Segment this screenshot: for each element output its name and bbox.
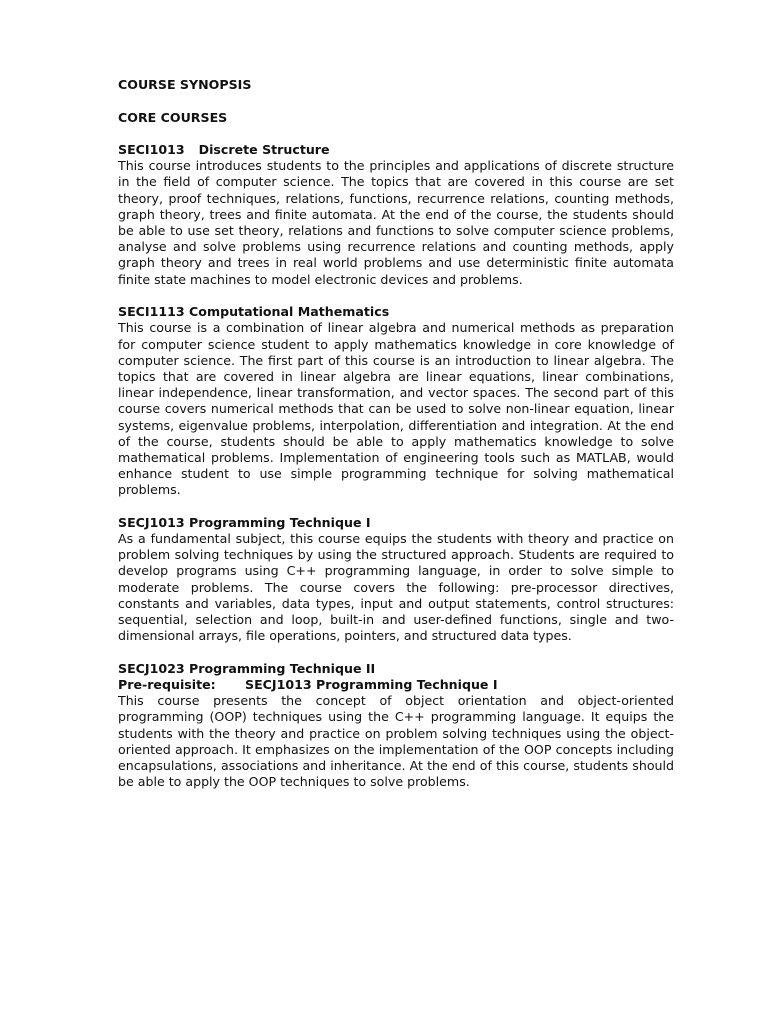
document-page [118,77,674,807]
course-code: SECJ1013 [118,514,185,530]
course-description: This course introduces students to the principles and applications of discrete structure in the field of computer science. The topics that are covered in this course are set theory, proof techniques, relations, functions, recurrence relations, counting methods, graph theory, trees and finite automata. At the end of the course, the students should be able to use set theory, relations and functions to solve computer science problems, analyse and solve problems using recurrence relations and counting methods, apply graph theory and trees in real world problems and use deterministic finite automata finite state machines to model electronic devices and problems. [118,158,674,287]
course-code: SECI1113 [118,304,185,320]
course-description: As a fundamental subject, this course equips the students with theory and practice on problem solving techniques by using the structured approach. Students are required to develop programs using C++ programming language, in order to solve simple to moderate problems. The course covers the following: pre-processor directives, constants and variables, data types, input and output statements, control structures: sequential, selection and loop, built-in and user-defined functions, single and two-dimensional arrays, file operations, pointers, and structured data types. [118,531,674,644]
course-entry [118,304,674,498]
course-description: This course presents the concept of object orientation and object-oriented programming (OOP) techniques using the C++ programming language. It equips the students with the theory and practice on problem solving techniques using the object-oriented approach. It emphasizes on the implementation of the OOP concepts including encapsulations, associations and inheritance. At the end of this course, students should be able to apply the OOP techniques to solve problems. [118,693,674,790]
course-title [118,142,674,158]
course-code: SECI1013 [118,142,185,157]
course-code: SECJ1023 [118,660,185,676]
course-entry [118,661,674,791]
course-entry [118,515,674,645]
course-title [118,661,674,677]
course-description: This course is a combination of linear algebra and numerical methods as preparation for computer science student to apply mathematics knowledge in core knowledge of computer science. The first part of this course is an introduction to linear algebra. The topics that are covered in linear algebra are linear equations, linear combinations, linear independence, linear transformation, and vector spaces. The second part of this course covers numerical methods that can be used to solve non-linear equation, linear systems, eigenvalue problems, interpolation, differentiation and integration. At the end of the course, students should be able to apply mathematics knowledge to solve mathematical problems. Implementation of engineering tools such as MATLAB, would enhance student to use simple programming technique for solving mathematical problems. [118,320,674,498]
course-name: Discrete Structure [198,142,330,157]
course-title [118,304,674,320]
course-entry [118,142,674,288]
course-title [118,515,674,531]
prerequisite-label: Pre-requisite: [118,676,216,692]
course-prerequisite [118,677,674,693]
prerequisite-value: SECJ1013 Programming Technique I [245,676,498,692]
course-name: Computational Mathematics [189,304,390,320]
document-title: COURSE SYNOPSIS [118,77,252,92]
section-heading: CORE COURSES [118,109,228,125]
course-name: Programming Technique I [189,514,371,530]
course-name: Programming Technique II [189,660,376,676]
